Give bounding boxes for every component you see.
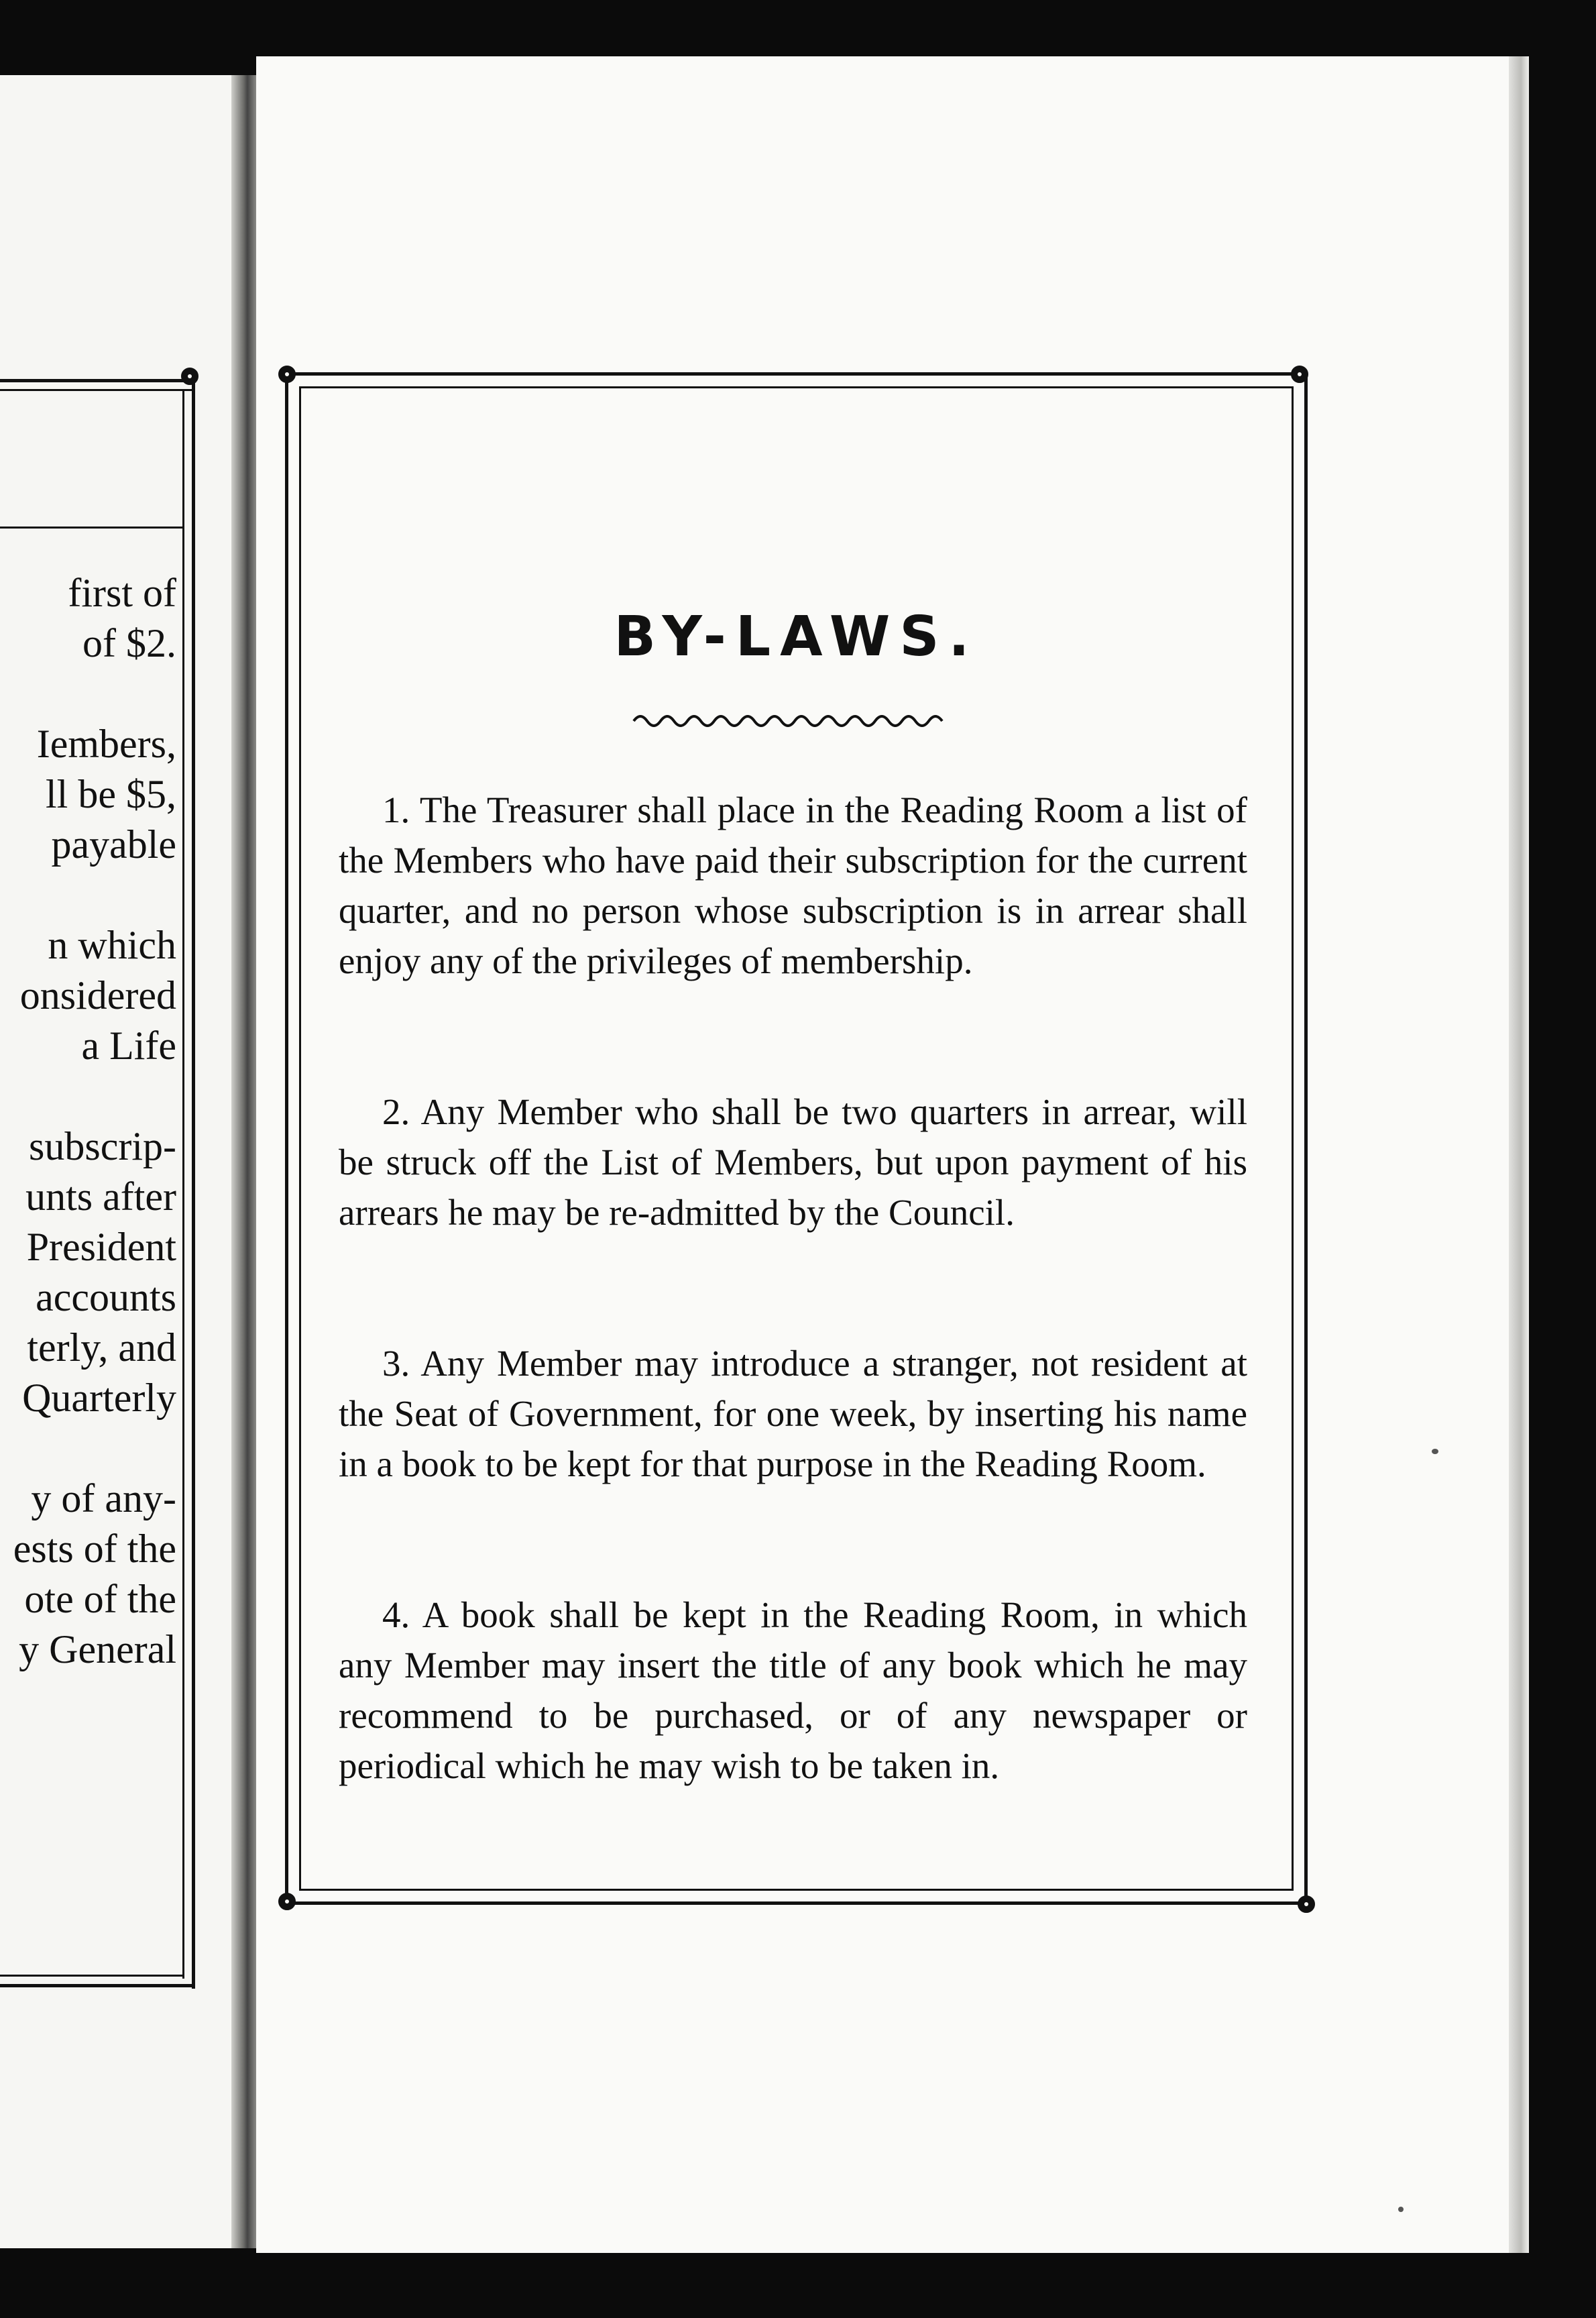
previous-page-line: accounts	[36, 1275, 176, 1319]
frame-rule-right	[192, 379, 195, 1989]
previous-page-text	[0, 568, 176, 1675]
frame-corner-ornament	[1298, 1895, 1315, 1913]
page-edge	[1509, 56, 1529, 2253]
previous-page-line	[0, 1071, 176, 1121]
previous-page-line: y General	[19, 1627, 176, 1671]
previous-page-line: y of any-	[31, 1476, 176, 1521]
frame-corner-ornament	[278, 1893, 296, 1910]
frame-rule-bottom	[0, 1984, 194, 1987]
previous-page-line: President	[26, 1225, 176, 1269]
scan-speck	[1398, 2207, 1404, 2212]
frame-rule-bottom-inner	[0, 1975, 184, 1977]
previous-page-line: payable	[51, 822, 176, 867]
wavy-rule-ornament	[630, 708, 946, 730]
book-gutter	[231, 75, 258, 2248]
previous-page-line	[0, 870, 176, 920]
frame-rule-right-inner	[182, 389, 184, 1979]
previous-page-line: n which	[48, 923, 176, 967]
previous-page-line: ote of the	[24, 1577, 176, 1621]
previous-page-line: ests of the	[13, 1527, 176, 1571]
bylaw-text: Any Member may introduce a stranger, not resident at the Seat of Government, for one week, by inserting his name in a book to be kept for that purpose in the Reading Room.	[339, 1343, 1247, 1484]
frame-rule-top	[0, 379, 194, 382]
bylaw-4	[339, 1590, 1247, 1791]
bylaw-3	[339, 1338, 1247, 1489]
scan-speck	[1432, 1449, 1438, 1454]
bylaw-number: 1.	[382, 789, 410, 830]
previous-page-line: Iembers,	[36, 722, 176, 766]
bylaw-number: 4.	[382, 1594, 410, 1635]
section-rule	[0, 527, 184, 529]
previous-page-line: unts after	[25, 1174, 176, 1219]
previous-page-line: onsidered	[19, 973, 176, 1017]
bylaw-number: 3.	[382, 1343, 410, 1384]
frame-corner-ornament	[181, 368, 198, 385]
frame-rule-top-inner	[0, 389, 194, 391]
previous-page-line: ll be $5,	[46, 772, 176, 816]
page-title: BY-LAWS.	[614, 605, 979, 669]
bylaw-number: 2.	[382, 1091, 410, 1132]
bylaw-text: The Treasurer shall place in the Reading Room a list of the Members who have paid their subscription for the current quarter, and no person whose subscription is in arrear shall enjoy any of the privileges of membership.	[339, 789, 1247, 981]
bylaw-text: Any Member who shall be two quarters in arrear, will be struck off the List of Members, but upon payment of his arrears he may be re-admitted by the Council.	[339, 1091, 1247, 1233]
previous-page-line: a Life	[81, 1024, 176, 1068]
previous-page-line	[0, 669, 176, 719]
frame-corner-ornament	[1291, 366, 1308, 383]
previous-page-line: first of	[68, 571, 176, 615]
previous-page-line	[0, 1423, 176, 1474]
previous-page-line: of $2.	[82, 621, 176, 665]
previous-page-line: subscrip-	[29, 1124, 176, 1168]
previous-page	[0, 75, 247, 2248]
frame-corner-ornament	[278, 366, 296, 383]
previous-page-line: Quarterly	[22, 1376, 176, 1420]
bylaw-1	[339, 785, 1247, 986]
previous-page-line: terly, and	[27, 1325, 176, 1370]
bylaw-text: A book shall be kept in the Reading Room, in which any Member may insert the title of any book which he may recommend to be purchased, or of any newspaper or periodical which he may wish to be taken in.	[339, 1594, 1247, 1786]
bylaw-2	[339, 1087, 1247, 1237]
